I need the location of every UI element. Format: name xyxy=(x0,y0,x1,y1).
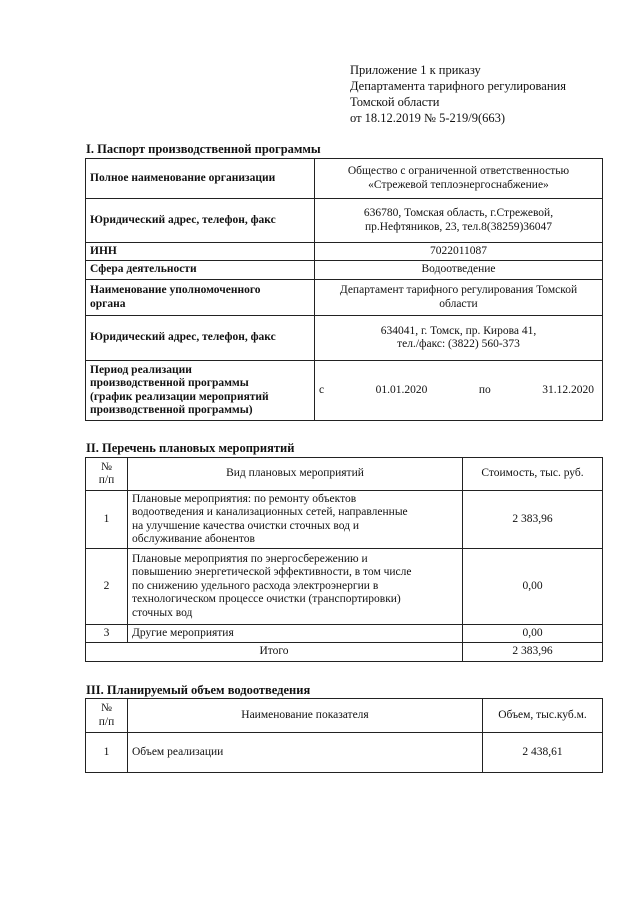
text-line: Плановые мероприятия по энергосбережению и xyxy=(132,552,368,565)
activities-table xyxy=(85,457,603,662)
table-row xyxy=(86,625,603,643)
row-value xyxy=(315,280,603,316)
row-cost: 2 383,96 xyxy=(463,491,603,549)
label-line: Наименование уполномоченного xyxy=(90,284,261,296)
label-line: Период реализации xyxy=(90,363,192,376)
header-name: Наименование показателя xyxy=(128,699,483,733)
volume-table xyxy=(85,698,603,773)
header-line: п/п xyxy=(98,474,115,486)
row-cost: 0,00 xyxy=(463,625,603,643)
row-label: Полное наименование организации xyxy=(86,159,315,199)
row-label: ИНН xyxy=(86,243,315,261)
period-value xyxy=(315,361,603,421)
header-num xyxy=(86,699,128,733)
row-num: 3 xyxy=(86,625,128,643)
period-to-word: по xyxy=(478,383,491,396)
section1-title: I. Паспорт производственной программы xyxy=(86,142,321,156)
text-line: на улучшение качества очистки сточных вод и xyxy=(132,519,360,532)
text-line: технологическом процессе очистки (транспортировки) xyxy=(132,593,401,606)
table-row xyxy=(86,261,603,280)
total-label: Итого xyxy=(86,643,463,662)
row-name xyxy=(128,549,463,625)
table-row xyxy=(86,199,603,243)
value-line: тел./факс: (3822) 560-373 xyxy=(397,338,520,350)
value-line: Общество с ограниченной ответственностью xyxy=(347,165,570,177)
header-line: № xyxy=(101,702,112,714)
row-num: 1 xyxy=(86,733,128,773)
header-line: № xyxy=(101,460,112,473)
header-name: Вид плановых мероприятий xyxy=(128,458,463,491)
row-label: Юридический адрес, телефон, факс xyxy=(86,316,315,361)
table-row xyxy=(86,491,603,549)
row-value: Водоотведение xyxy=(315,261,603,280)
total-value: 2 383,96 xyxy=(463,643,603,662)
appendix-line: Томской области xyxy=(350,95,440,109)
value-line: области xyxy=(439,297,478,310)
header-cost: Стоимость, тыс. руб. xyxy=(463,458,603,491)
row-name xyxy=(128,491,463,549)
appendix-line: Приложение 1 к приказу xyxy=(350,63,481,77)
row-label: Юридический адрес, телефон, факс xyxy=(86,199,315,243)
period-from-word: с xyxy=(319,383,325,396)
text-line: водоотведения и канализационных сетей, направленные xyxy=(132,506,408,518)
value-line: пр.Нефтяников, 23, тел.8(38259)36047 xyxy=(364,220,553,233)
label-line: производственной программы) xyxy=(90,404,253,416)
text-line: Плановые мероприятия: по ремонту объектов xyxy=(132,492,357,505)
row-value: 7022011087 xyxy=(315,243,603,261)
appendix-header xyxy=(350,62,566,126)
table-row xyxy=(86,159,603,199)
text-line: по снижению удельного расхода электроэнергии в xyxy=(132,579,379,592)
value-line: Департамент тарифного регулирования Томской xyxy=(339,284,578,296)
row-label: Сфера деятельности xyxy=(86,261,315,280)
row-label xyxy=(86,280,315,316)
row-volume: 2 438,61 xyxy=(483,733,603,773)
section3-title: III. Планируемый объем водоотведения xyxy=(86,683,311,697)
period-to-date: 31.12.2020 xyxy=(542,383,594,396)
total-row xyxy=(86,643,603,662)
table-row xyxy=(86,280,603,316)
table-row xyxy=(86,549,603,625)
row-name: Объем реализации xyxy=(128,733,483,773)
appendix-line: от 18.12.2019 № 5-219/9(663) xyxy=(350,111,506,125)
header-num xyxy=(86,458,128,491)
label-line: (график реализации мероприятий xyxy=(90,390,269,403)
text-line: обслуживание абонентов xyxy=(132,533,255,545)
row-num: 1 xyxy=(86,491,128,549)
row-num: 2 xyxy=(86,549,128,625)
period-range xyxy=(319,384,598,398)
period-from-date: 01.01.2020 xyxy=(375,383,428,396)
value-line: 634041, г. Томск, пр. Кирова 41, xyxy=(380,324,537,337)
row-name: Другие мероприятия xyxy=(128,625,463,643)
passport-table xyxy=(85,158,603,421)
header-volume: Объем, тыс.куб.м. xyxy=(483,699,603,733)
text-line: повышению энергетической эффективности, в том числе xyxy=(132,566,412,579)
table-header-row xyxy=(86,458,603,491)
label-line: органа xyxy=(90,297,126,310)
text-line: сточных вод xyxy=(132,606,193,619)
table-row xyxy=(86,243,603,261)
table-row xyxy=(86,733,603,773)
table-header-row xyxy=(86,699,603,733)
row-value xyxy=(315,159,603,199)
section2-title: II. Перечень плановых мероприятий xyxy=(86,441,295,455)
row-cost: 0,00 xyxy=(463,549,603,625)
table-row xyxy=(86,361,603,421)
row-value xyxy=(315,316,603,361)
appendix-line: Департамента тарифного регулирования xyxy=(350,79,566,93)
label-line: производственной программы xyxy=(90,377,249,389)
period-label xyxy=(86,361,315,421)
header-line: п/п xyxy=(98,715,115,728)
row-value xyxy=(315,199,603,243)
value-line: 636780, Томская область, г.Стрежевой, xyxy=(363,207,554,219)
table-row xyxy=(86,316,603,361)
value-line: «Стрежевой теплоэнергоснабжение» xyxy=(368,178,549,191)
